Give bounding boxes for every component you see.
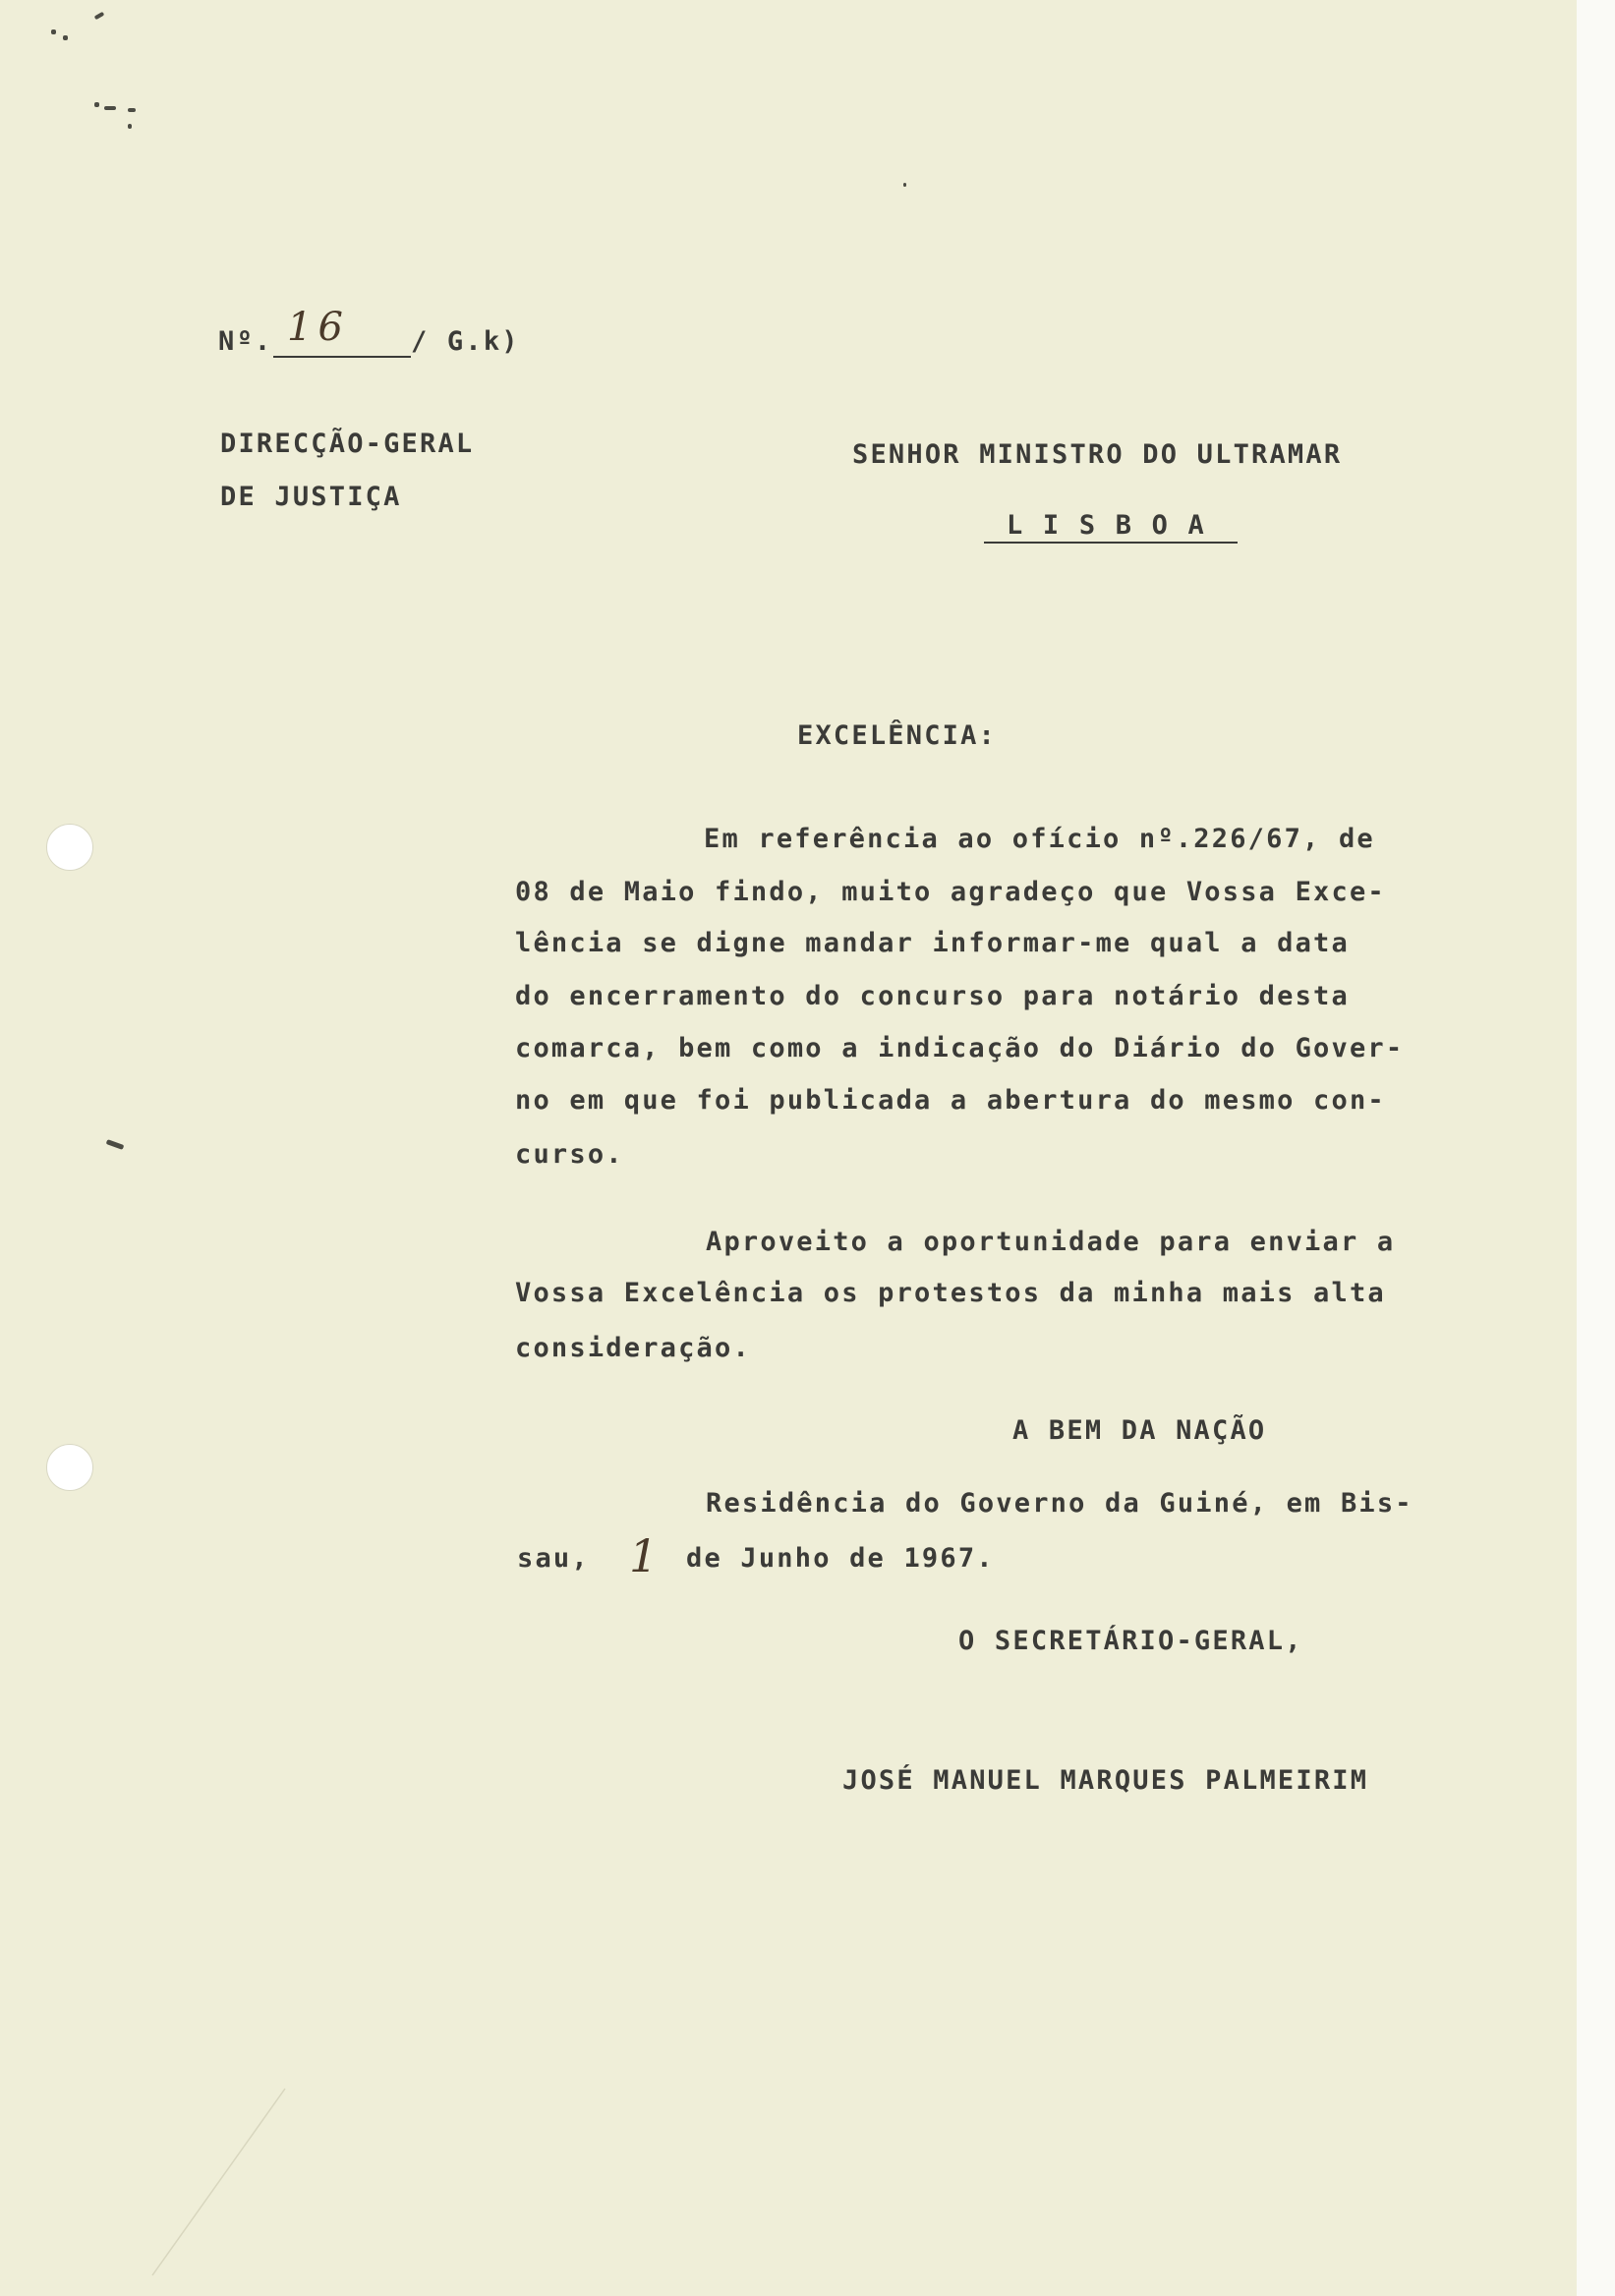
ink-speck xyxy=(128,108,136,112)
ink-speck xyxy=(51,29,56,34)
paragraph-2-line: consideração. xyxy=(515,1333,751,1363)
paragraph-1-line: 08 de Maio findo, muito agradeço que Vossa Exce- xyxy=(515,877,1386,907)
recipient-line-2: L I S B O A xyxy=(1007,510,1207,541)
paragraph-1-line: Em referência ao ofício nº.226/67, de xyxy=(704,824,1375,854)
recipient-underline xyxy=(984,542,1238,544)
ink-speck xyxy=(63,35,68,40)
scan-edge-margin xyxy=(1577,0,1615,2296)
signature-title: O SECRETÁRIO-GERAL, xyxy=(958,1626,1303,1656)
ink-speck xyxy=(106,1139,125,1150)
ink-speck xyxy=(104,106,116,110)
salutation: EXCELÊNCIA: xyxy=(797,720,998,751)
ink-speck xyxy=(128,124,132,129)
reference-prefix: Nº. xyxy=(218,326,273,357)
reference-number-underline xyxy=(273,356,411,358)
paragraph-1-line: no em que foi publicada a abertura do mesmo con- xyxy=(515,1085,1386,1116)
punch-hole-bottom xyxy=(46,1444,93,1491)
ink-speck xyxy=(94,102,99,107)
ink-speck xyxy=(903,183,906,187)
reference-suffix: / G.k) xyxy=(411,326,520,357)
sender-line-1: DIRECÇÃO-GERAL xyxy=(220,429,475,459)
closing-motto: A BEM DA NAÇÃO xyxy=(1012,1415,1267,1446)
punch-hole-top xyxy=(46,824,93,871)
date-day-handwritten: 1 xyxy=(629,1529,659,1582)
paper-crease xyxy=(147,2084,305,2280)
signature-name: JOSÉ MANUEL MARQUES PALMEIRIM xyxy=(842,1765,1369,1796)
paragraph-2-line: Vossa Excelência os protestos da minha mais alta xyxy=(515,1278,1386,1308)
sender-line-2: DE JUSTIÇA xyxy=(220,482,402,512)
recipient-line-1: SENHOR MINISTRO DO ULTRAMAR xyxy=(852,439,1343,470)
paragraph-2-line: Aproveito a oportunidade para enviar a xyxy=(706,1227,1396,1257)
place-line-2-suffix: de Junho de 1967. xyxy=(686,1543,995,1574)
reference-number-handwritten: 16 xyxy=(287,305,349,350)
paragraph-1-line: lência se digne mandar informar-me qual a data xyxy=(515,928,1350,958)
paragraph-1-line: curso. xyxy=(515,1139,624,1170)
ink-speck xyxy=(94,12,105,20)
paragraph-1-line: comarca, bem como a indicação do Diário do Gover- xyxy=(515,1033,1405,1063)
place-line-1: Residência do Governo da Guiné, em Bis- xyxy=(706,1488,1413,1519)
paragraph-1-line: do encerramento do concurso para notário desta xyxy=(515,981,1350,1011)
place-line-2-prefix: sau, xyxy=(517,1543,590,1574)
